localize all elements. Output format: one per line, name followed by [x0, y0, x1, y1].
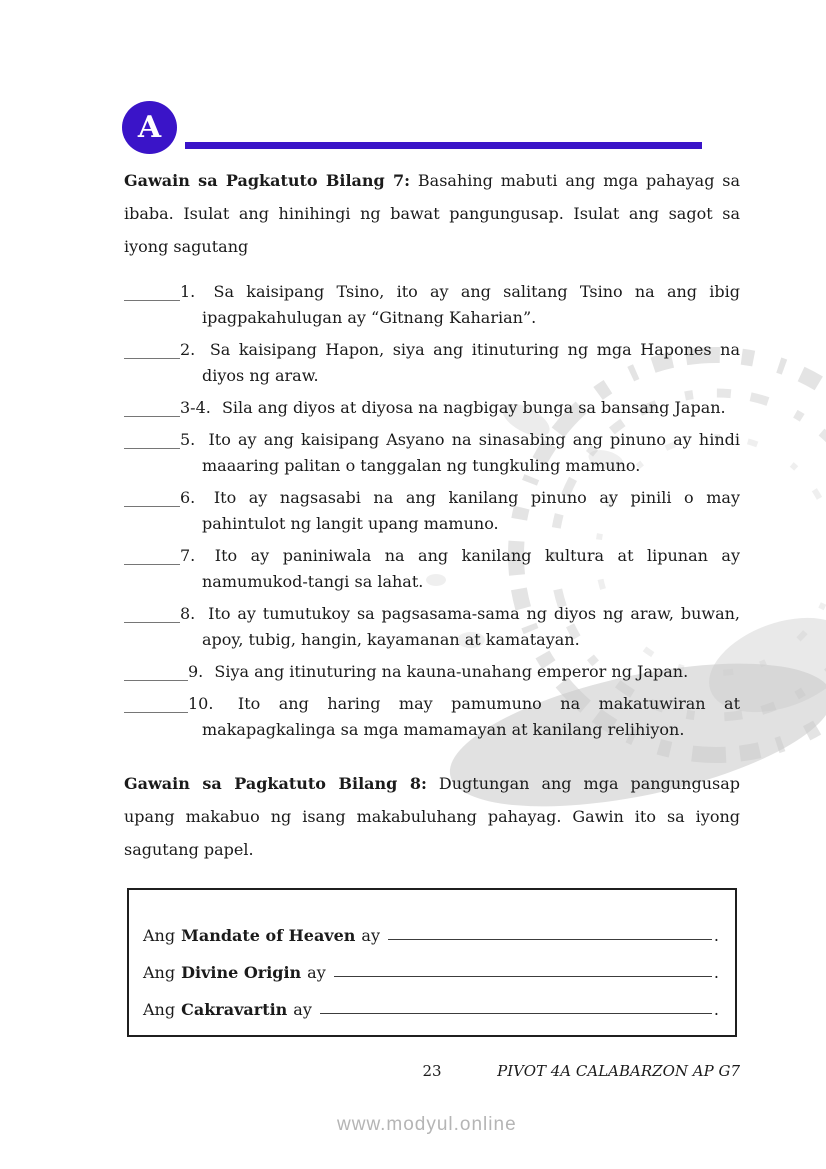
question-item: [124, 691, 740, 743]
question-text: Ito ay ang kaisipang Asyano na sinasabing ang pinuno ay hindi maaaring palitan o tanggalan ng tungkuling mamuno.: [202, 430, 740, 475]
answer-blank[interactable]: _______: [124, 340, 180, 359]
question-number: 2.: [180, 340, 196, 359]
question-text: Ito ay tumutukoy sa pagsasama-sama ng diyos ng araw, buwan, apoy, tubig, hangin, kayamanan at kamatayan.: [202, 604, 741, 649]
question-number: 6.: [180, 488, 196, 507]
question-number: 9.: [188, 662, 204, 681]
activity8-instructions: Dugtungan ang mga pangungusap upang makabuo ng isang makabuluhang pahayag. Gawin ito sa iyong sagutang papel.: [124, 774, 741, 859]
question-number: 1.: [180, 282, 196, 301]
fill-in-box: [127, 888, 737, 1037]
activity7-items: [124, 279, 740, 743]
question-number: 5.: [180, 430, 196, 449]
question-text: Ito ang haring may pamumuno na makatuwiran at makapagkalinga sa mga mamamayan at kanilang relihiyon.: [202, 694, 740, 739]
activity7-instructions: Basahing mabuti ang mga pahayag sa ibaba. Isulat ang hinihingi ng bawat pangungusap. Isulat ang sagot sa iyong sagutang: [124, 171, 741, 256]
footer-source: PIVOT 4A CALABARZON AP G7: [497, 1062, 740, 1080]
fill-term: Divine Origin: [181, 963, 302, 982]
question-item: [124, 543, 740, 595]
answer-blank[interactable]: _______: [124, 430, 180, 449]
question-item: [124, 337, 740, 389]
fill-in-row: [143, 945, 719, 982]
question-item: [124, 395, 740, 421]
fill-term: Mandate of Heaven: [181, 926, 356, 945]
fill-period: .: [713, 926, 719, 945]
header-rule: [185, 142, 702, 149]
fill-prefix: Ang: [143, 926, 176, 945]
question-text: Sa kaisipang Tsino, ito ay ang salitang Tsino na ang ibig ipagpakahulugan ay “Gitnang Kaharian”.: [202, 282, 740, 327]
fill-term: Cakravartin: [181, 1000, 288, 1019]
question-number: 7.: [180, 546, 196, 565]
answer-blank[interactable]: ________: [124, 694, 188, 713]
question-text: Sila ang diyos at diyosa na nagbigay bunga sa bansang Japan.: [221, 398, 726, 417]
answer-blank[interactable]: ________: [124, 662, 188, 681]
answer-blank[interactable]: _______: [124, 488, 180, 507]
section-a-badge: [122, 101, 177, 154]
question-item: [124, 427, 740, 479]
page-footer: [124, 1062, 740, 1084]
question-text: Ito ay paniniwala na ang kanilang kultura at lipunan ay namumukod-tangi sa lahat.: [202, 546, 740, 591]
write-line[interactable]: [320, 1012, 712, 1014]
fill-in-row: [143, 908, 719, 945]
question-item: [124, 601, 740, 653]
activity7-title: Gawain sa Pagkatuto Bilang 7:: [124, 171, 411, 190]
answer-blank[interactable]: _______: [124, 282, 180, 301]
activity8-intro: [124, 767, 740, 866]
write-line[interactable]: [388, 938, 712, 940]
question-number: 3-4.: [180, 398, 211, 417]
question-item: [124, 659, 740, 685]
fill-prefix: Ang: [143, 963, 176, 982]
page-number: 23: [422, 1062, 442, 1080]
activity8-title: Gawain sa Pagkatuto Bilang 8:: [124, 774, 427, 793]
question-number: 8.: [180, 604, 196, 623]
question-item: [124, 485, 740, 537]
answer-blank[interactable]: _______: [124, 604, 180, 623]
answer-blank[interactable]: _______: [124, 546, 180, 565]
site-watermark: www.modyul.online: [337, 1114, 517, 1135]
fill-in-row: [143, 982, 719, 1019]
question-text: Siya ang itinuturing na kauna-unahang emperor ng Japan.: [214, 662, 689, 681]
section-letter: A: [137, 110, 162, 145]
section-header: [122, 100, 740, 154]
activity7-intro: [124, 164, 740, 263]
question-text: Ito ay nagsasabi na ang kanilang pinuno ay pinili o may pahintulot ng langit upang mamuno.: [202, 488, 740, 533]
question-number: 10.: [188, 694, 214, 713]
fill-period: .: [713, 963, 719, 982]
answer-blank[interactable]: _______: [124, 398, 180, 417]
question-item: [124, 279, 740, 331]
fill-connector: ay: [361, 926, 380, 945]
fill-period: .: [713, 1000, 719, 1019]
fill-prefix: Ang: [143, 1000, 176, 1019]
question-text: Sa kaisipang Hapon, siya ang itinuturing ng mga Hapones na diyos ng araw.: [202, 340, 740, 385]
fill-connector: ay: [307, 963, 326, 982]
fill-connector: ay: [293, 1000, 312, 1019]
write-line[interactable]: [334, 975, 712, 977]
